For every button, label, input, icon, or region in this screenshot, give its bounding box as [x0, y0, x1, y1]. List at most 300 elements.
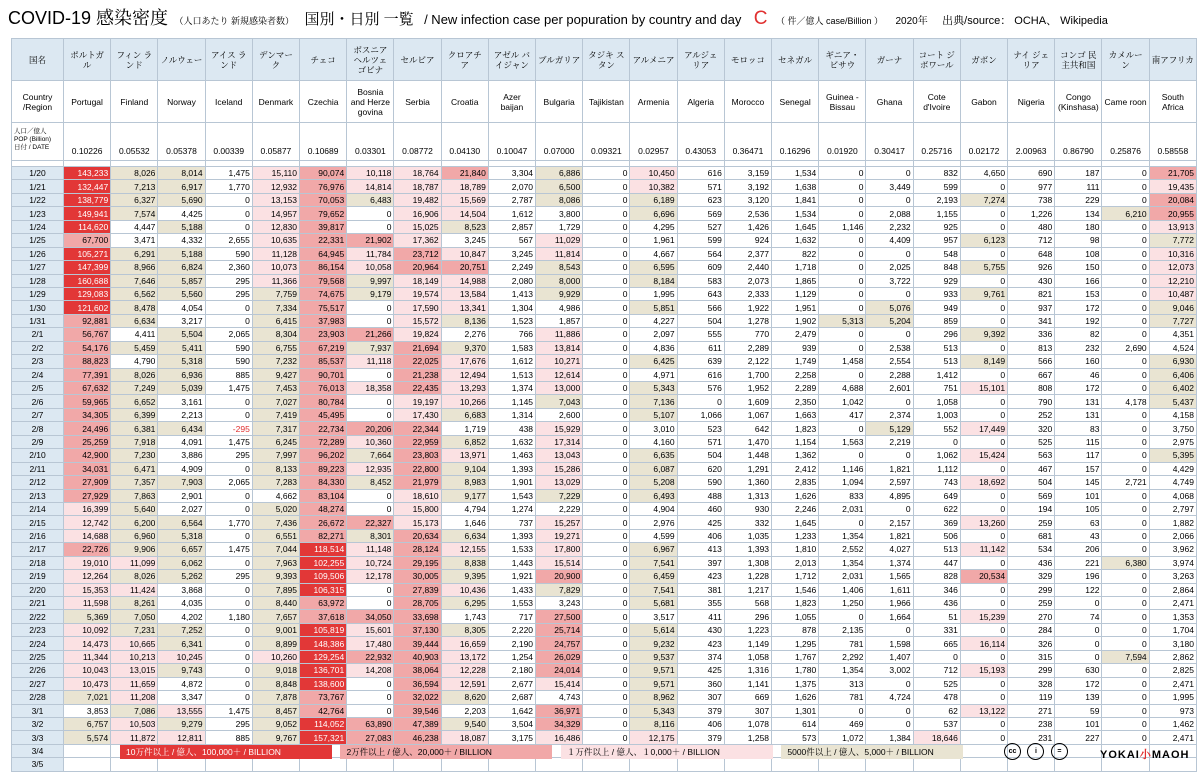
value-cell: 0 [819, 516, 866, 529]
value-cell: 573 [772, 731, 819, 744]
date-cell: 1/29 [12, 287, 64, 300]
value-cell: 231 [1008, 731, 1055, 744]
value-cell: 0 [819, 234, 866, 247]
value-cell: 1,664 [866, 610, 913, 623]
value-cell: 2,374 [866, 408, 913, 421]
value-cell: 10,271 [536, 355, 583, 368]
value-cell: 0 [583, 341, 630, 354]
value-cell: 320 [1008, 422, 1055, 435]
country-name-jp: フィン ランド [111, 39, 158, 81]
value-cell: 145 [1055, 476, 1102, 489]
value-cell: 2,229 [536, 502, 583, 515]
table-row [12, 167, 1197, 180]
value-cell: 411 [677, 610, 724, 623]
value-cell: 63,972 [300, 597, 347, 610]
value-cell: 7,541 [630, 556, 677, 569]
value-cell: 0 [819, 341, 866, 354]
value-cell: 1,042 [819, 395, 866, 408]
value-cell: 681 [1008, 529, 1055, 542]
value-cell: 0 [583, 314, 630, 327]
value-cell: 504 [677, 449, 724, 462]
value-cell: 11,598 [64, 597, 111, 610]
value-cell: 937 [1008, 301, 1055, 314]
value-cell: 12,591 [441, 677, 488, 690]
value-cell: 172 [1055, 382, 1102, 395]
value-cell: 0 [960, 314, 1007, 327]
value-cell: 10,473 [64, 677, 111, 690]
value-cell: 1,448 [724, 449, 771, 462]
value-cell: 3,002 [866, 664, 913, 677]
value-cell: 172 [1055, 301, 1102, 314]
date-cell: 2/10 [12, 449, 64, 462]
value-cell: 0 [1102, 328, 1149, 341]
value-cell: 590 [205, 247, 252, 260]
table-row [12, 435, 1197, 448]
value-cell: 1,966 [866, 597, 913, 610]
country-name-jp: チェコ [300, 39, 347, 81]
value-cell: 21,694 [394, 341, 441, 354]
value-cell [866, 758, 913, 771]
value-cell: 5,343 [630, 704, 677, 717]
value-cell: 1,254 [488, 650, 535, 663]
country-name-jp: 南アフリカ [1149, 39, 1196, 81]
value-cell: 7,963 [252, 556, 299, 569]
country-name-en: Czechia [300, 81, 347, 123]
value-cell: 82,271 [300, 529, 347, 542]
value-cell: 1,003 [913, 408, 960, 421]
value-cell: 46 [1055, 368, 1102, 381]
value-cell: 3,974 [1149, 556, 1196, 569]
value-cell: 29,195 [394, 556, 441, 569]
value-cell: 7,664 [347, 449, 394, 462]
value-cell: 2,360 [205, 261, 252, 274]
value-cell: 2,787 [488, 193, 535, 206]
country-name-jp: モロッコ [724, 39, 771, 81]
value-cell: 11,029 [536, 234, 583, 247]
value-cell: 1,374 [488, 382, 535, 395]
cc-icon: cc [1004, 743, 1021, 760]
value-cell: 129,083 [64, 287, 111, 300]
value-cell: 0 [1102, 314, 1149, 327]
value-cell [111, 758, 158, 771]
value-cell: 0 [205, 583, 252, 596]
value-cell: 34,329 [536, 717, 583, 730]
value-cell: 299 [1008, 583, 1055, 596]
value-cell: 10,073 [252, 261, 299, 274]
value-cell: 569 [677, 207, 724, 220]
value-cell: 0 [866, 502, 913, 515]
date-cell: 2/17 [12, 543, 64, 556]
value-cell: 1,058 [724, 650, 771, 663]
value-cell: 0 [819, 368, 866, 381]
country-name-en: Nigeria [1008, 81, 1055, 123]
value-cell [960, 744, 1007, 757]
value-cell: 513 [913, 543, 960, 556]
value-cell: 5,690 [158, 193, 205, 206]
value-cell: 9,929 [536, 287, 583, 300]
value-cell: 9,393 [252, 570, 299, 583]
value-cell: 34,050 [347, 610, 394, 623]
value-cell: 4,904 [630, 502, 677, 515]
value-cell: 6,399 [111, 408, 158, 421]
value-cell: 770 [724, 328, 771, 341]
value-cell: 0 [347, 314, 394, 327]
table-row [12, 382, 1197, 395]
value-cell: 105,271 [64, 247, 111, 260]
value-cell: 11,208 [111, 691, 158, 704]
value-cell: 11,142 [960, 543, 1007, 556]
value-cell: 2,479 [772, 328, 819, 341]
value-cell: 0 [1102, 274, 1149, 287]
value-cell: 134 [1055, 207, 1102, 220]
brand-logo [1100, 746, 1189, 762]
value-cell: 0 [1102, 462, 1149, 475]
value-cell: 0 [1102, 261, 1149, 274]
value-cell: 1,154 [772, 435, 819, 448]
value-cell: 4,794 [441, 502, 488, 515]
value-cell: 4,872 [158, 677, 205, 690]
table-row [12, 677, 1197, 690]
value-cell: 38,064 [394, 664, 441, 677]
value-cell: 6,493 [630, 489, 677, 502]
value-cell: 0 [583, 368, 630, 381]
value-cell: 5,020 [252, 502, 299, 515]
value-cell: 6,062 [158, 556, 205, 569]
value-cell: 6,381 [111, 422, 158, 435]
value-cell: 1,458 [819, 355, 866, 368]
value-cell: 2,031 [819, 502, 866, 515]
value-cell: 8,116 [630, 717, 677, 730]
value-cell: 436 [913, 597, 960, 610]
value-cell: 17,362 [394, 234, 441, 247]
value-cell: 3,868 [158, 583, 205, 596]
value-cell: 6,917 [158, 180, 205, 193]
value-cell: 7,231 [111, 623, 158, 636]
value-cell: 1,611 [866, 583, 913, 596]
value-cell: 0 [1102, 623, 1149, 636]
value-cell: 0 [347, 368, 394, 381]
value-cell: 22,025 [394, 355, 441, 368]
value-cell: 8,026 [111, 167, 158, 180]
value-cell: 2,862 [1149, 650, 1196, 663]
value-cell: 13,341 [441, 301, 488, 314]
value-cell: 22,959 [394, 435, 441, 448]
value-cell: 0 [583, 193, 630, 206]
value-cell: 0 [583, 489, 630, 502]
value-cell: 957 [913, 234, 960, 247]
value-cell: 566 [1008, 355, 1055, 368]
value-cell: 1,700 [724, 368, 771, 381]
value-cell: 5,076 [866, 301, 913, 314]
value-cell: 2,025 [866, 261, 913, 274]
value-cell: 8,184 [630, 274, 677, 287]
value-cell: 1,278 [724, 314, 771, 327]
country-name-en: Algeria [677, 81, 724, 123]
value-cell: 22,800 [394, 462, 441, 475]
legend-level-3: １万件以上 / 億人、１0,000＋ / BILLION [561, 745, 773, 759]
value-cell: 3,347 [158, 691, 205, 704]
value-cell: 6,459 [630, 570, 677, 583]
value-cell: 885 [205, 731, 252, 744]
value-cell: 26,029 [536, 650, 583, 663]
value-cell: 1,228 [724, 570, 771, 583]
value-cell: 21,902 [347, 234, 394, 247]
population-value: 0.04130 [441, 123, 488, 161]
value-cell: 0 [913, 650, 960, 663]
value-cell: 64,945 [300, 247, 347, 260]
population-value: 0.08772 [394, 123, 441, 161]
value-cell: 1,475 [205, 435, 252, 448]
value-cell: 122 [1055, 583, 1102, 596]
value-cell: 1,314 [488, 408, 535, 421]
value-cell: 7,436 [252, 516, 299, 529]
value-cell: 642 [724, 422, 771, 435]
value-cell: 21,705 [1149, 167, 1196, 180]
value-cell: 259 [1008, 516, 1055, 529]
date-cell: 2/27 [12, 677, 64, 690]
value-cell: 6,123 [960, 234, 1007, 247]
value-cell: 6,886 [536, 167, 583, 180]
value-cell: 17,480 [347, 637, 394, 650]
value-cell: 6,402 [1149, 382, 1196, 395]
value-cell: 525 [913, 677, 960, 690]
value-cell: 616 [677, 167, 724, 180]
value-cell: 13,000 [536, 382, 583, 395]
value-cell: 1,443 [488, 556, 535, 569]
value-cell: 4,409 [866, 234, 913, 247]
value-cell: 1,475 [205, 543, 252, 556]
value-cell: 232 [1055, 341, 1102, 354]
value-cell [488, 758, 535, 771]
country-name-en: Serbia [394, 81, 441, 123]
value-cell: 153 [1055, 287, 1102, 300]
date-cell: 2/1 [12, 328, 64, 341]
value-cell: 0 [1102, 287, 1149, 300]
value-cell: 0 [960, 408, 1007, 421]
value-cell: 2,258 [772, 368, 819, 381]
value-cell: 89,223 [300, 462, 347, 475]
value-cell: 74,675 [300, 287, 347, 300]
value-cell: 4,425 [158, 207, 205, 220]
value-cell: 1,612 [488, 207, 535, 220]
value-cell: 2,901 [158, 489, 205, 502]
value-cell: 0 [960, 677, 1007, 690]
table-row [12, 570, 1197, 583]
value-cell: 332 [724, 516, 771, 529]
value-cell: 7,232 [252, 355, 299, 368]
value-cell: 1,426 [724, 220, 771, 233]
value-cell: 15,514 [536, 556, 583, 569]
value-cell: 4,667 [630, 247, 677, 260]
value-cell: 36,971 [536, 704, 583, 717]
value-cell: 1,823 [772, 597, 819, 610]
value-cell: 939 [772, 341, 819, 354]
value-cell: 3,159 [724, 167, 771, 180]
value-cell: 5,614 [630, 623, 677, 636]
value-cell: 0 [960, 691, 1007, 704]
value-cell: 1,921 [488, 570, 535, 583]
value-cell: 0 [347, 704, 394, 717]
value-cell: 166 [1055, 274, 1102, 287]
value-cell: 2,597 [866, 476, 913, 489]
value-cell: 114,620 [64, 220, 111, 233]
value-cell: 1,743 [441, 610, 488, 623]
value-cell: 0 [1102, 637, 1149, 650]
value-cell: 1,646 [441, 516, 488, 529]
value-cell: 11,872 [111, 731, 158, 744]
value-cell: 331 [913, 623, 960, 636]
value-cell: 0 [205, 529, 252, 542]
population-value: 0.30417 [866, 123, 913, 161]
value-cell: 63,890 [347, 717, 394, 730]
value-cell: 19,824 [394, 328, 441, 341]
value-cell: 0 [1102, 731, 1149, 744]
title-main: COVID-19 感染密度 [8, 8, 169, 28]
value-cell: 7,021 [64, 691, 111, 704]
value-cell: 138,600 [300, 677, 347, 690]
value-cell: 37,983 [300, 314, 347, 327]
value-cell: 23,903 [300, 328, 347, 341]
value-cell: 2,031 [819, 570, 866, 583]
date-cell: 1/20 [12, 167, 64, 180]
table-row [12, 274, 1197, 287]
value-cell: 781 [819, 637, 866, 650]
value-cell: 1,609 [724, 395, 771, 408]
value-cell: 138,779 [64, 193, 111, 206]
value-cell: 0 [205, 637, 252, 650]
value-cell: 667 [1008, 368, 1055, 381]
value-cell: 12,811 [158, 731, 205, 744]
value-cell: 13,260 [960, 516, 1007, 529]
value-cell: 639 [677, 355, 724, 368]
value-cell: 2,122 [724, 355, 771, 368]
value-cell: 1,729 [536, 220, 583, 233]
value-cell: 1,823 [772, 422, 819, 435]
value-cell: 7,317 [252, 422, 299, 435]
table-row [12, 623, 1197, 636]
value-cell: 70,053 [300, 193, 347, 206]
value-cell: 0 [583, 556, 630, 569]
value-cell: 15,193 [960, 664, 1007, 677]
value-cell: 2,412 [772, 462, 819, 475]
value-cell: 131 [1055, 395, 1102, 408]
population-value: 0.25716 [913, 123, 960, 161]
value-cell: 0 [960, 731, 1007, 744]
value-cell: 2,554 [866, 355, 913, 368]
value-cell: 117 [1055, 449, 1102, 462]
value-cell: 425 [677, 664, 724, 677]
infection-density-table [11, 38, 1197, 772]
country-name-jp: コート ジボワール [913, 39, 960, 81]
value-cell: 5,039 [158, 382, 205, 395]
value-cell: 1,470 [724, 435, 771, 448]
value-cell: 2,066 [1149, 529, 1196, 542]
value-cell: 15,569 [441, 193, 488, 206]
value-cell: 3,962 [1149, 543, 1196, 556]
value-cell: 0 [1102, 422, 1149, 435]
corner-country-jp: 国名 [12, 39, 64, 81]
value-cell: 0 [205, 301, 252, 314]
value-cell: 46,238 [394, 731, 441, 744]
value-cell: 20,634 [394, 529, 441, 542]
value-cell: 0 [583, 650, 630, 663]
value-cell: 1,475 [205, 704, 252, 717]
value-cell: 1,513 [488, 368, 535, 381]
value-cell: 0 [819, 422, 866, 435]
value-cell: 4,749 [1149, 476, 1196, 489]
value-cell: 17,430 [394, 408, 441, 421]
value-cell: 9,279 [158, 717, 205, 730]
value-cell: 0 [1102, 516, 1149, 529]
value-cell: 111 [1055, 180, 1102, 193]
value-cell: 313 [819, 677, 866, 690]
value-cell: 0 [347, 691, 394, 704]
value-cell: 0 [1102, 435, 1149, 448]
value-cell: 2,825 [1149, 664, 1196, 677]
value-cell: 23,712 [394, 247, 441, 260]
value-cell: 24,014 [536, 664, 583, 677]
value-cell: 9,571 [630, 677, 677, 690]
population-row [12, 123, 1197, 161]
value-cell: 0 [1102, 691, 1149, 704]
value-cell: 2,080 [488, 274, 535, 287]
value-cell: 16,486 [536, 731, 583, 744]
value-cell: 0 [819, 328, 866, 341]
table-row [12, 489, 1197, 502]
value-cell: 12,935 [347, 462, 394, 475]
value-cell: 8,848 [252, 677, 299, 690]
value-cell: 5,857 [158, 274, 205, 287]
value-cell: 6,562 [111, 287, 158, 300]
value-cell: 13,029 [536, 476, 583, 489]
value-cell: 0 [347, 301, 394, 314]
value-cell: 737 [488, 516, 535, 529]
value-cell: 0 [347, 220, 394, 233]
legend-level-1: 10万件以上 / 億人、100,000＋ / BILLION [120, 745, 332, 759]
value-cell: 12,830 [252, 220, 299, 233]
value-cell: 0 [866, 395, 913, 408]
value-cell: 423 [677, 570, 724, 583]
value-cell: 2,690 [1102, 341, 1149, 354]
value-cell: 3,010 [630, 422, 677, 435]
value-cell: 45,495 [300, 408, 347, 421]
value-cell: 569 [1008, 489, 1055, 502]
value-cell: 14,988 [441, 274, 488, 287]
value-cell: 10,266 [441, 395, 488, 408]
value-cell: 1,374 [866, 556, 913, 569]
value-cell: 20,900 [536, 570, 583, 583]
value-cell: 590 [205, 341, 252, 354]
value-cell: 4,054 [158, 301, 205, 314]
value-cell: 1,226 [1008, 207, 1055, 220]
value-cell: 75,517 [300, 301, 347, 314]
country-name-en: Croatia [441, 81, 488, 123]
value-cell: 665 [913, 637, 960, 650]
value-cell: 284 [1008, 623, 1055, 636]
value-cell: 0 [1102, 664, 1149, 677]
value-cell: 0 [1102, 610, 1149, 623]
value-cell: 567 [488, 234, 535, 247]
value-cell: 480 [1008, 220, 1055, 233]
value-cell: 0 [960, 395, 1007, 408]
value-cell: 0 [583, 597, 630, 610]
value-cell: 6,327 [111, 193, 158, 206]
value-cell: 878 [772, 623, 819, 636]
table-row [12, 543, 1197, 556]
value-cell: 0 [583, 408, 630, 421]
value-cell: 4,351 [1149, 328, 1196, 341]
value-cell: 80,784 [300, 395, 347, 408]
